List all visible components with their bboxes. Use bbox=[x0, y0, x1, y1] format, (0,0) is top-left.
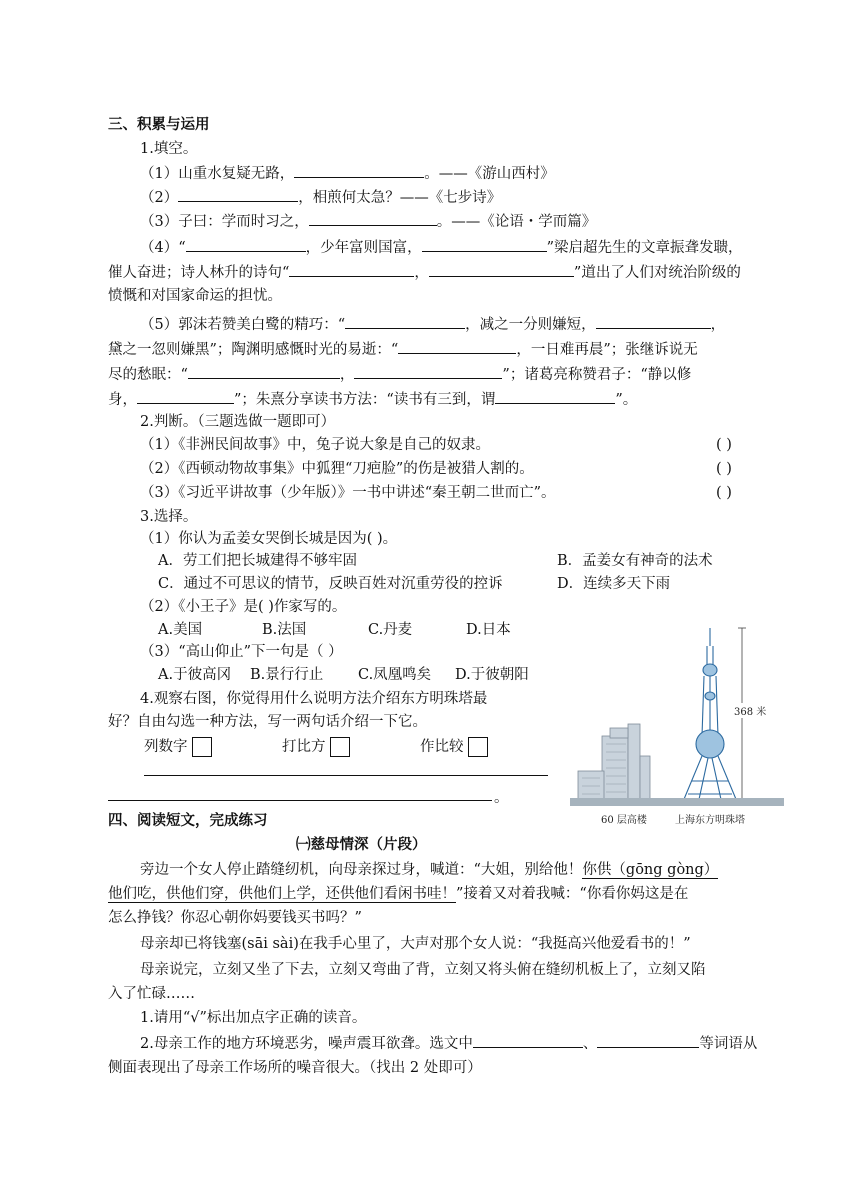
blank[interactable] bbox=[137, 389, 234, 404]
choice-1-c[interactable]: C．通过不可思议的情节，反映百姓对沉重劳役的控诉 bbox=[158, 576, 503, 592]
answer-line-2[interactable] bbox=[108, 800, 492, 801]
q2-label: 2.判断。（三题选做一题即可） bbox=[140, 414, 336, 430]
fill-line-4b: 催人奋进；诗人林升的诗句“ ， ”道出了人们对统治阶级的 bbox=[108, 262, 741, 283]
fill-line-4: （4）“ ，少年富则国富， ”梁启超先生的文章振聋发聩， bbox=[140, 237, 743, 258]
judge-2-answer[interactable]: ( ) bbox=[716, 461, 732, 477]
checkbox-metaphor[interactable] bbox=[330, 737, 350, 757]
blank[interactable] bbox=[429, 262, 574, 277]
caption-tower: 上海东方明珠塔 bbox=[675, 815, 745, 826]
choice-1-d[interactable]: D．连续多天下雨 bbox=[557, 576, 671, 592]
fill-line-1: （1）山重水复疑无路， 。——《游山西村》 bbox=[140, 163, 555, 184]
judge-3-answer[interactable]: ( ) bbox=[716, 485, 732, 501]
fill-line-2: （2） ，相煎何太急？——《七步诗》 bbox=[140, 187, 501, 208]
passage-line-4: 母亲却已将钱塞(sāi sài)在我手心里了，大声对那个女人说：“我挺高兴他爱看书的！” bbox=[140, 936, 691, 952]
fill-line-5b: 黛之一忽则嫌黑”；陶渊明感慨时光的易逝：“ ，一日难再晨”；张继诉说无 bbox=[108, 339, 698, 360]
fill-line-3: （3）子曰：学而时习之， 。——《论语・学而篇》 bbox=[140, 211, 596, 232]
blank[interactable] bbox=[596, 314, 711, 329]
passage-line-2: 他们吃，供他们穿，供他们上学，还供他们看闲书哇！”接着又对着我喊：“你看你妈这是在 bbox=[108, 886, 689, 902]
height-label: 368 米 bbox=[734, 703, 766, 718]
passage-line-5: 母亲说完，立刻又坐了下去，立刻又弯曲了背，立刻又将头俯在缝纫机板上了，立刻又陷 bbox=[140, 962, 706, 978]
choice-3-b[interactable]: B.景行行止 bbox=[250, 667, 324, 683]
choice-2-c[interactable]: C.丹麦 bbox=[368, 622, 413, 638]
choice-3: （3）“高山仰止”下一句是（ ） bbox=[140, 644, 343, 660]
choice-3-a[interactable]: A.于彼高冈 bbox=[158, 667, 232, 683]
reading-q1: 1.请用“√”标出加点字正确的读音。 bbox=[140, 1010, 367, 1026]
fill-line-4c: 愤慨和对国家命运的担忧。 bbox=[108, 288, 282, 304]
choice-1-b[interactable]: B．孟姜女有神奇的法术 bbox=[557, 553, 713, 569]
caption-building: 60 层高楼 bbox=[601, 815, 647, 826]
reading-q2: 2.母亲工作的地方环境恶劣，噪声震耳欲聋。选文中 、 等词语从 bbox=[140, 1033, 757, 1054]
choice-2: （2）《小王子》是( )作家写的。 bbox=[140, 599, 347, 615]
choice-1: （1）你认为孟姜女哭倒长城是因为( )。 bbox=[140, 531, 398, 547]
choice-2-d[interactable]: D.日本 bbox=[466, 622, 511, 638]
reading-q2b: 侧面表现出了母亲工作场所的噪音很大。（找出 2 处即可） bbox=[108, 1060, 482, 1076]
q4-opt-2[interactable]: 打比方 bbox=[282, 737, 350, 757]
passage-line-6: 入了忙碌…… bbox=[108, 986, 195, 1002]
judge-1: （1）《非洲民间故事》中，兔子说大象是自己的奴隶。 bbox=[140, 437, 490, 453]
q3-label: 3.选择。 bbox=[140, 509, 198, 525]
fill-line-5c: 尽的愁眠：“ ， ”；诸葛亮称赞君子：“静以修 bbox=[108, 364, 691, 385]
q1-label: 1.填空。 bbox=[140, 141, 198, 157]
fill-line-5: （5）郭沫若赞美白鹭的精巧：“ ，减之一分则嫌短， ， bbox=[140, 314, 725, 335]
blank[interactable] bbox=[186, 237, 306, 252]
blank[interactable] bbox=[597, 1033, 699, 1048]
judge-2: （2）《西顿动物故事集》中狐狸“刀疤脸”的伤是被猎人割的。 bbox=[140, 461, 534, 477]
passage-line-3: 怎么挣钱？你忍心朝你妈要钱买书吗？” bbox=[108, 910, 362, 926]
passage-title: ㈠慈母情深（片段） bbox=[296, 837, 427, 853]
blank[interactable] bbox=[495, 389, 615, 404]
q4-opt-3[interactable]: 作比较 bbox=[420, 737, 488, 757]
choice-3-c[interactable]: C.凤凰鸣矣 bbox=[358, 667, 432, 683]
q4-opt-1[interactable]: 列数字 bbox=[144, 737, 212, 757]
q4-line-1: 4.观察右图，你觉得用什么说明方法介绍东方明珠塔最 bbox=[140, 691, 488, 707]
blank[interactable] bbox=[345, 314, 465, 329]
q4-line-2: 好？自由勾选一种方法，写一两句话介绍一下它。 bbox=[108, 714, 427, 730]
choice-2-b[interactable]: B.法国 bbox=[262, 622, 307, 638]
tower-icon bbox=[682, 628, 738, 804]
fill-line-5d: 身， ”；朱熹分享读书方法：“读书有三到，谓 ”。 bbox=[108, 389, 637, 410]
blank[interactable] bbox=[473, 1033, 583, 1048]
blank[interactable] bbox=[309, 211, 437, 226]
answer-line-1[interactable] bbox=[144, 775, 548, 776]
checkbox-compare[interactable] bbox=[468, 737, 488, 757]
section4-title: 四、阅读短文，完成练习 bbox=[108, 813, 268, 829]
passage-line-1: 旁边一个女人停止踏缝纫机，向母亲探过身，喊道：“大姐，别给他！你供（gōng gòng） bbox=[140, 862, 719, 878]
choice-1-a[interactable]: A．劳工们把长城建得不够牢固 bbox=[158, 553, 357, 569]
blank[interactable] bbox=[398, 339, 516, 354]
blank[interactable] bbox=[188, 364, 340, 379]
blank[interactable] bbox=[354, 364, 502, 379]
judge-3: （3）《习近平讲故事（少年版）》一书中讲述“秦王朝二世而亡”。 bbox=[140, 485, 556, 501]
blank[interactable] bbox=[178, 187, 298, 202]
section3-title: 三、积累与运用 bbox=[108, 117, 210, 133]
blank[interactable] bbox=[289, 262, 414, 277]
checkbox-list-numbers[interactable] bbox=[192, 737, 212, 757]
judge-1-answer[interactable]: ( ) bbox=[716, 437, 732, 453]
blank[interactable] bbox=[422, 237, 547, 252]
answer-end: 。 bbox=[494, 790, 509, 806]
choice-2-a[interactable]: A.美国 bbox=[158, 622, 203, 638]
blank[interactable] bbox=[294, 163, 424, 178]
choice-3-d[interactable]: D.于彼朝阳 bbox=[455, 667, 529, 683]
